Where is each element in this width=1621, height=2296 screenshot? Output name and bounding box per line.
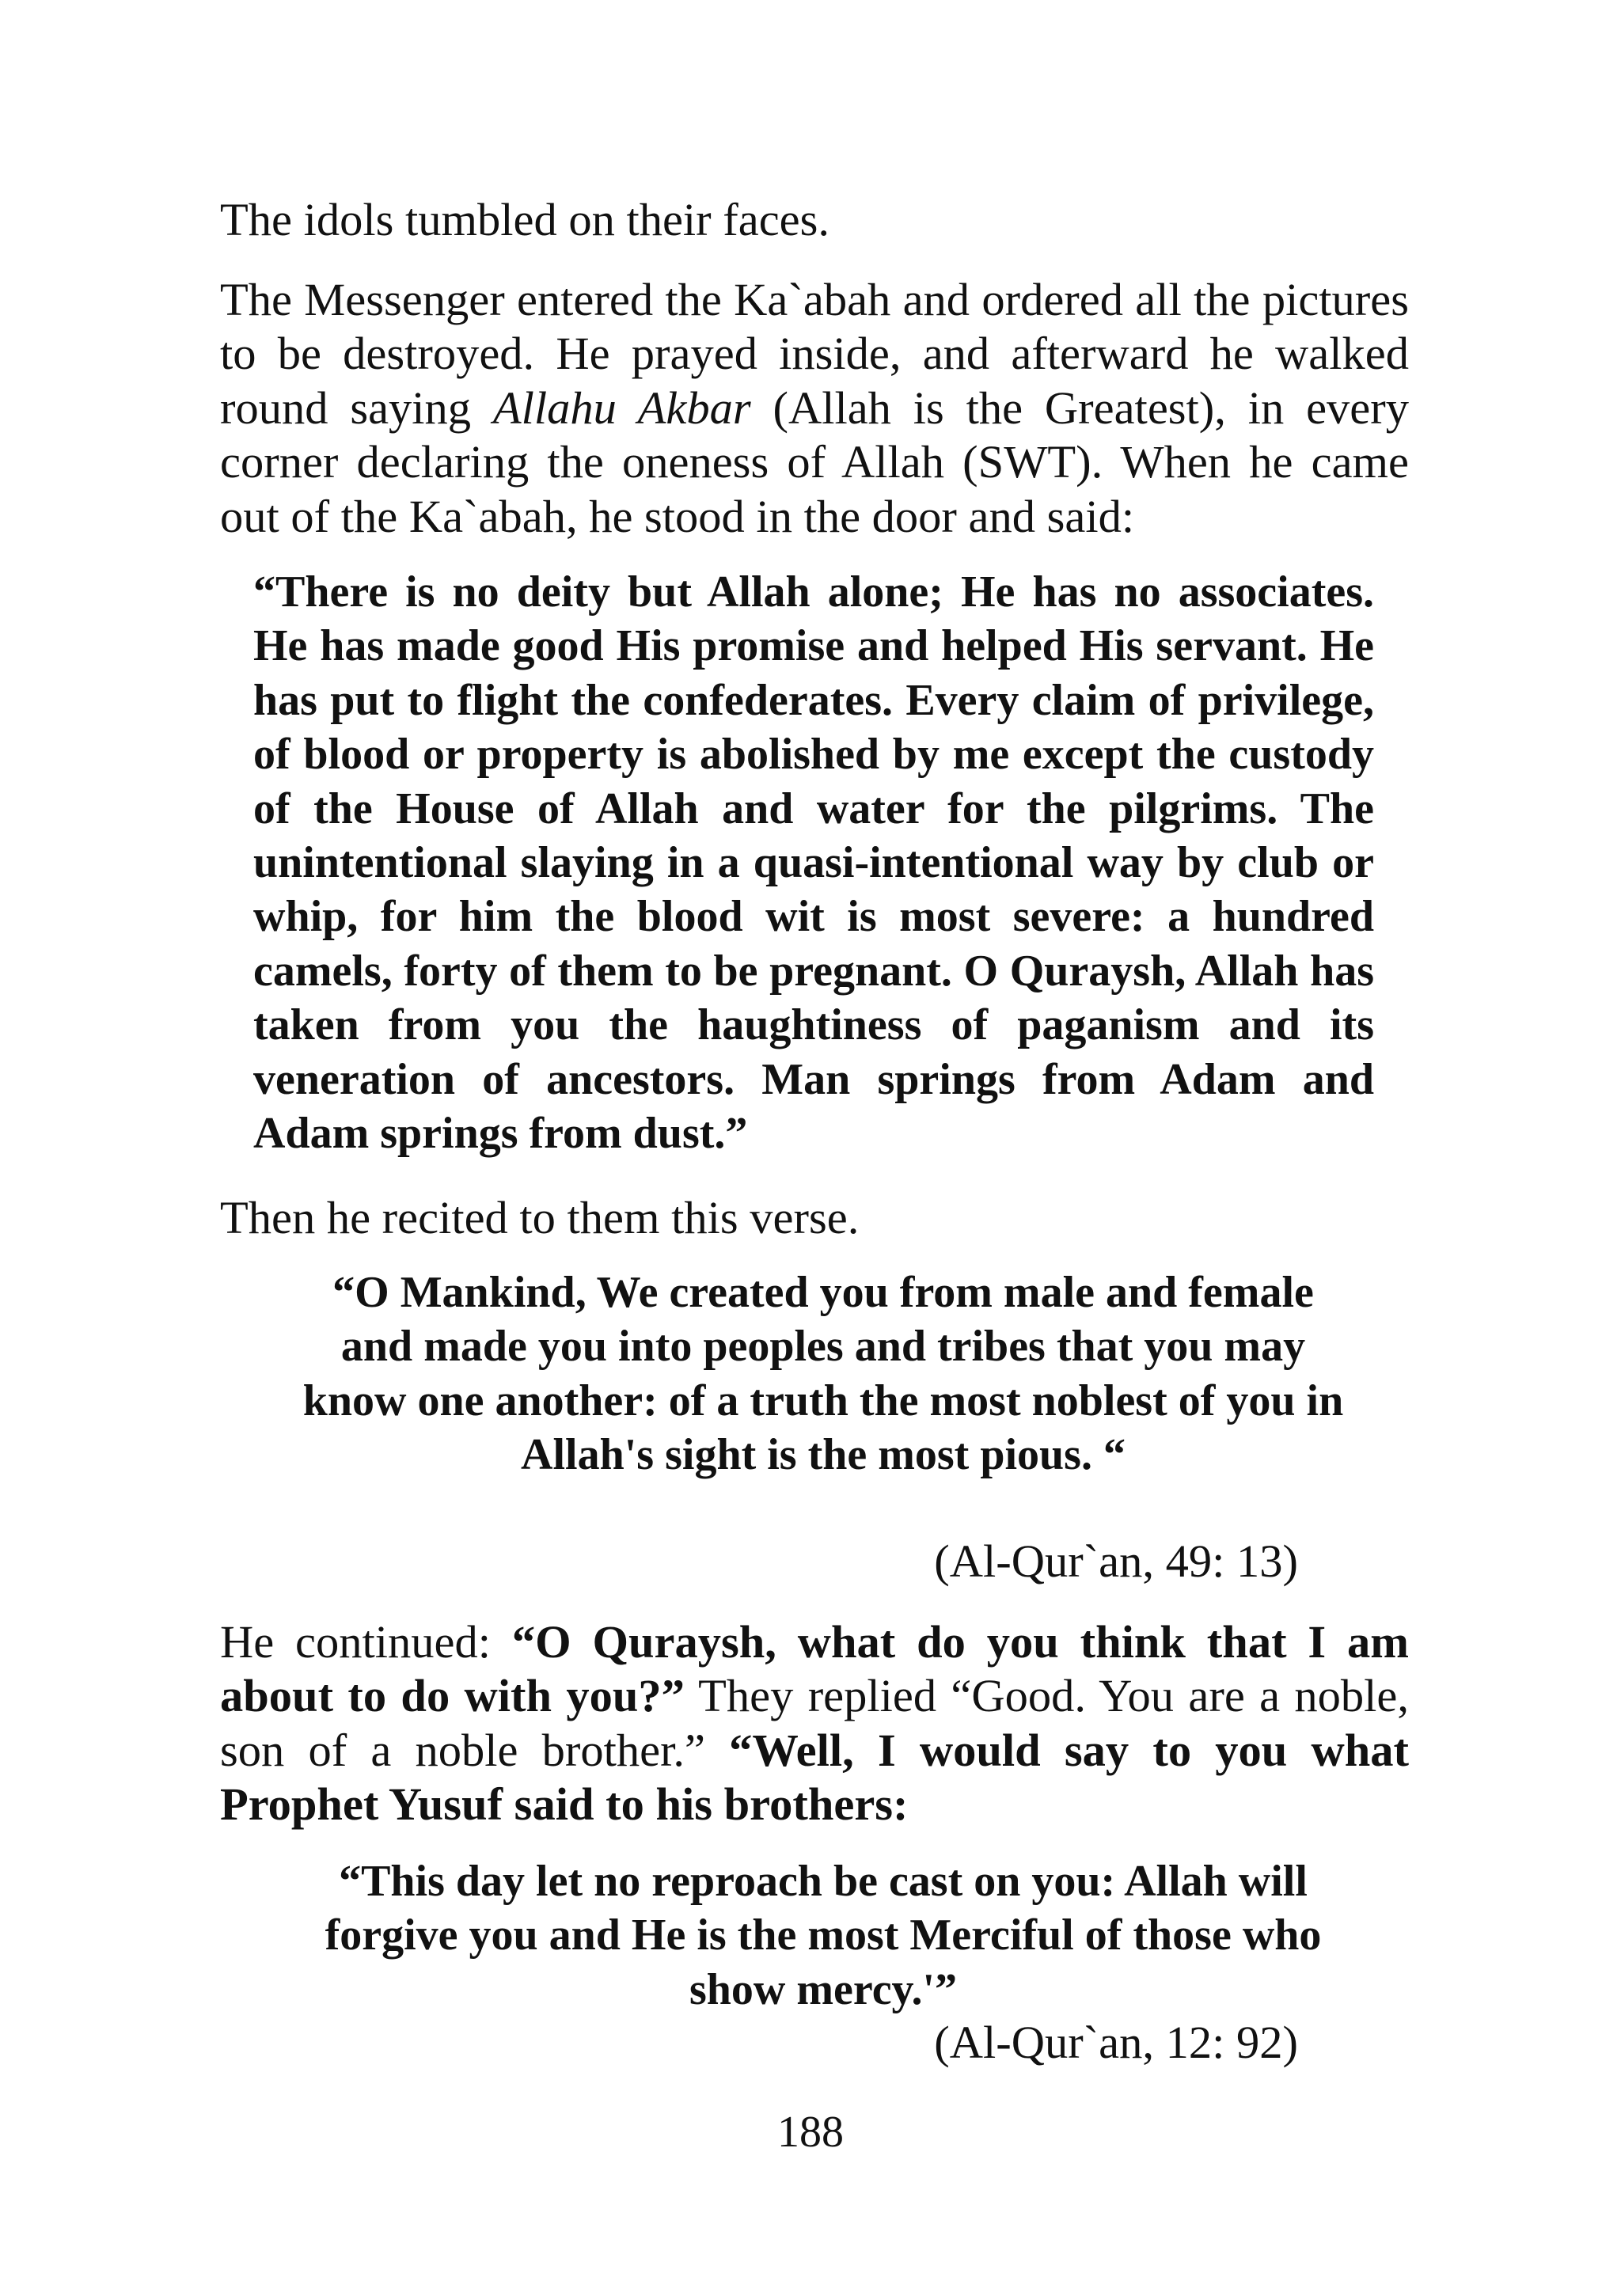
page-number: 188 [777,2108,844,2157]
paragraph-messenger-entered [220,273,1409,544]
citation-12-92: (Al-Qur`an, 12: 92) [934,2017,1298,2068]
paragraph-he-continued [220,1615,1409,1832]
citation-49-13: (Al-Qur`an, 49: 13) [934,1535,1298,1587]
paragraph-continued-text-1: He continued: [220,1616,512,1668]
paragraph-recited-verse: Then he recited to them this verse. [220,1192,860,1243]
verse-mankind: “O Mankind, We created you from male and female and made you into peoples and tribes that you may know one another: of a truth the most noblest of you in Allah's sight is the most pious. “ [302,1268,1344,1480]
paragraph-continued-text-2: They replied “Good. You are a noble, son of a noble brother.” [220,1670,1409,1776]
verse-no-reproach: “This day let no reproach be cast on you: Allah will forgive you and He is the most Merciful of those who show mercy.'” [325,1857,1322,2014]
paragraph-idols: The idols tumbled on their faces. [220,194,830,245]
paragraph-messenger-text-2: (Allah is the Greatest), in every corner declaring the oneness of Allah (SWT). When he came out of the Ka`abah, he stood in the door and said: [220,381,1409,542]
allahu-akbar-phrase: Allahu Akbar [492,381,751,434]
quote-declaration: “There is no deity but Allah alone; He has no associates. He has made good His promise and helped His servant. He has put to flight the confederates. Every claim of privilege, of blood or property is abolished by me except the custody of the House of Allah and water for the pilgrims. The unintentional slaying in a quasi-intentional way by club or whip, for him the blood wit is most severe: a hundred camels, forty of them to be pregnant. O Quraysh, Allah has taken from you the haughtiness of paganism and its veneration of ancestors. Man springs from Adam and Adam springs from dust.” [253,567,1374,1159]
quraysh-question: “O Quraysh, what do you think that I am about to do with you?” [220,1616,1409,1722]
paragraph-messenger-text-1: The Messenger entered the Ka`abah and ordered all the pictures to be destroyed. He prayed inside, and afterward he walked round saying [220,274,1409,434]
yusuf-saying: “Well, I would say to you what Prophet Yusuf said to his brothers: [220,1724,1409,1831]
